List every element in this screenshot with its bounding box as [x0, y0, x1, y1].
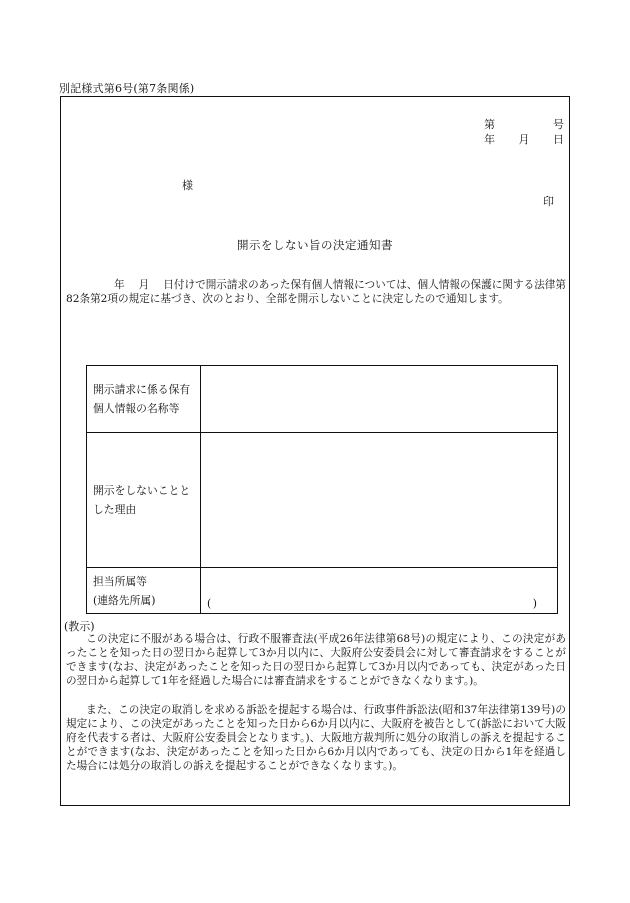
contact-value[interactable]: [201, 568, 558, 614]
contact-paren-close: ): [532, 597, 537, 610]
information-table: [86, 365, 558, 614]
document-date-line: [484, 131, 564, 147]
addressee-suffix: 様: [182, 179, 193, 192]
body-date-year: 年: [114, 279, 125, 291]
reason-value[interactable]: [201, 433, 558, 568]
document-number-suffix: 号: [553, 118, 564, 131]
seal-mark: 印: [543, 195, 554, 208]
instructions-text-2: また、この決定の取消しを求める訴訟を提起する場合は、行政事件訴訟法(昭和37年法律第139号)の規定により、この決定があったことを知った日から6か月以内に、大阪府を被告として(訴訟において大阪府を代表する者は、大阪府公安委員会となります。)、大阪地方裁判所に処分の取消しの訴えを提起することができます(なお、決定があったことを知った日から6か月以内であっても、決定の日から1年を経過した場合には処分の取消しの訴えを提起することができなくなります。)。: [66, 704, 566, 772]
instructions-paragraph-2: [66, 703, 566, 773]
info-name-value[interactable]: [201, 366, 558, 433]
contact-label-line2: (連絡先所属): [93, 593, 156, 607]
table-row: [87, 433, 558, 568]
info-name-label: 開示請求に係る保有個人情報の名称等: [87, 366, 201, 433]
contact-label-line1: 担当所属等: [93, 574, 147, 588]
notice-body: [66, 278, 566, 306]
instructions-heading: (教示): [64, 620, 95, 633]
contact-paren-open: (: [207, 597, 212, 610]
contact-label: [87, 568, 201, 614]
reason-label: 開示をしないこととした理由: [87, 433, 201, 568]
date-year: 年: [484, 133, 495, 146]
date-month: 月: [518, 133, 530, 146]
body-text: 日付けで開示請求のあった保有個人情報については、個人情報の保護に関する法律第82条第2項の規定に基づき、次のとおり、全部を開示しないことに決定したので通知します。: [66, 279, 566, 305]
date-day: 日: [553, 133, 564, 146]
instructions-text-1: この決定に不服がある場合は、行政不服審査法(平成26年法律第68号)の規定により、この決定があったことを知った日の翌日から起算して3か月以内に、大阪府公安委員会に対して審査請求をすることができます(なお、決定があったことを知った日の翌日から起算して3か月以内であっても、決定があった日の翌日から起算して1年を経過した場合には審査請求をすることができなくなります。)。: [66, 633, 566, 687]
document-number-prefix: 第: [484, 118, 495, 131]
body-date-month: 月: [138, 279, 150, 291]
table-row: [87, 366, 558, 433]
table-row: [87, 568, 558, 614]
form-label: 別記様式第6号(第7条関係): [59, 82, 195, 95]
instructions-paragraph-1: [66, 632, 566, 688]
document-number-line: [484, 116, 564, 132]
document-title: 開示をしない旨の決定通知書: [237, 238, 393, 252]
